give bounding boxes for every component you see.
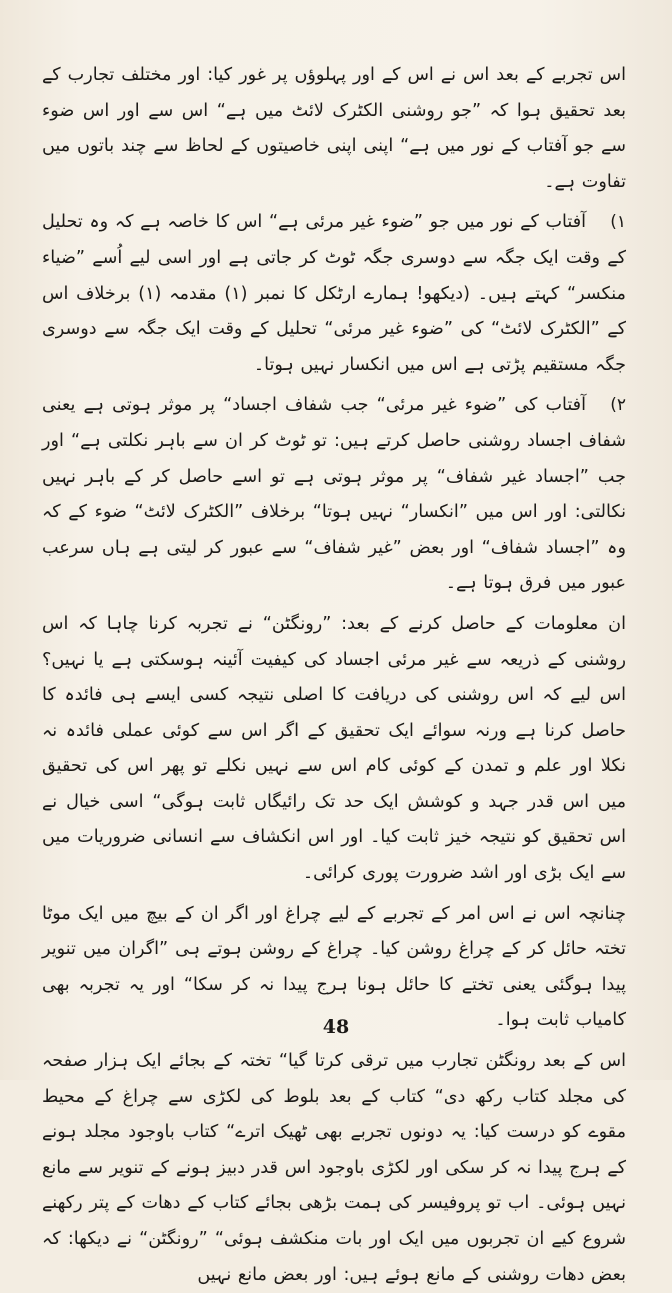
- paragraph-4: ان معلومات کے حاصل کرنے کے بعد: ”رونگٹن“ نے تجربہ کرنا چاہا کہ اس روشنی کے ذریعہ سے غیر مرئی اجساد کی کیفیت آئینہ ہوسکتی ہے یا نہیں؟ اس لیے کہ اس روشنی کی دریافت کا اصلی نتیجہ کسی ایسے ہی فائدہ کا حاصل کرنا ہے ورنہ سوائے ایک تحقیق کے اگر اس سے کوئی عملی فائدہ نہ نکلا اور علم و تمدن کے کوئی کام اس سے نہیں نکلے تو پھر اس کی تحقیق میں اس قدر جہد و کوشش ایک حد تک رائیگاں ثابت ہوگی“ اسی خیال نے اس تحقیق کو نتیجہ خیز ثابت کیا۔ اور اس انکشاف سے انسانی ضروریات میں سے ایک بڑی اور اشد ضرورت پوری کرائی۔: [42, 613, 626, 884]
- page-body-text: [42, 58, 626, 1293]
- page-number: 48: [322, 1016, 350, 1038]
- paragraph-5: چنانچہ اس نے اس امر کے تجربے کے لیے چراغ اور اگر ان کے بیچ میں ایک موٹا تختہ حائل کر کے چراغ روشن کیا۔ چراغ کے روشن ہوتے ہی ”اگران میں تنویر پیدا ہوگئی یعنی تختے کا حائل ہونا ہرج پیدا نہ کر سکا“ اور یہ تجربہ بھی کامیاب ثابت ہوا۔: [42, 903, 626, 1031]
- paragraph-1: اس تجربے کے بعد اس نے اس کے اور پہلوؤں پر غور کیا: اور مختلف تجارب کے بعد تحقیق ہوا کہ ”جو روشنی الکٹرک لائٹ میں ہے“ اس سے اور اس ضوء سے جو آفتاب کے نور میں ہے“ اپنی اپنی خاصیتوں کے لحاظ سے چند باتوں میں تفاوت ہے۔: [42, 65, 626, 192]
- paragraph-6: اس کے بعد رونگٹن تجارب میں ترقی کرتا گیا“ تختہ کے بجائے ایک ہزار صفحہ کی مجلد کتاب رکھ دی“ کتاب کے بعد بلوط کی لکڑی سے چراغ کے محیط مقوے کو درست کیا: یہ دونوں تجربے بھی ٹھیک اترے“ کتاب باوجود مجلد ہونے کے ہرج پیدا نہ کر سکی اور لکڑی باوجود اس قدر دبیز ہونے کے تنویر سے مانع نہیں ہوئی۔ اب تو پروفیسر کی ہمت بڑھی بجائے کتاب کے دھات کے پتر رکھنے شروع کیے ان تجربوں میں ایک اور بات منکشف ہوئی“ ”رونگٹن“ نے دیکھا: کہ بعض دھات روشنی کے مانع ہوئے ہیں: اور بعض مانع نہیں: [42, 1051, 626, 1285]
- paragraph-3-text: آفتاب کی ”ضوء غیر مرئی“ جب شفاف اجساد“ پر موثر ہوتی ہے یعنی شفاف اجساد روشنی حاصل کرتے ہیں: تو ٹوٹ کر ان سے باہر نکلتی ہے“ اور جب ”اجساد غیر شفاف“ پر موثر ہوتی ہے تو اسے حاصل کر کے باہر نہیں نکالتی: اور اس میں ”انکسار“ نہیں ہوتا“ برخلاف ”الکٹرک لائٹ“ ضوء کے کہ وہ ”اجساد شفاف“ اور بعض ”غیر شفاف“ سے عبور کر لیتی ہے ہاں سرعب عبور میں فرق ہوتا ہے۔: [42, 395, 626, 594]
- list-number-1: ۱): [610, 212, 626, 233]
- list-number-2: ۲): [610, 395, 626, 416]
- paragraph-2: [42, 205, 626, 383]
- paragraph-3: [42, 388, 626, 602]
- paragraph-2-text: آفتاب کے نور میں جو ”ضوء غیر مرئی ہے“ اس کا خاصہ ہے کہ وہ تحلیل کے وقت ایک جگہ سے دوسری جگہ ٹوٹ کر جاتی ہے اور اسی لیے اُسے ”ضیاء منکسر“ کہتے ہیں۔ (دیکھو! ہمارے ارٹکل کا نمبر (۱) مقدمہ (۱) برخلاف اس کے ”الکٹرک لائٹ“ کی ”ضوء غیر مرئی“ تحلیل کے وقت ایک جگہ سے دوسری جگہ مستقیم پڑتی ہے اس میں انکسار نہیں ہوتا۔: [42, 212, 626, 375]
